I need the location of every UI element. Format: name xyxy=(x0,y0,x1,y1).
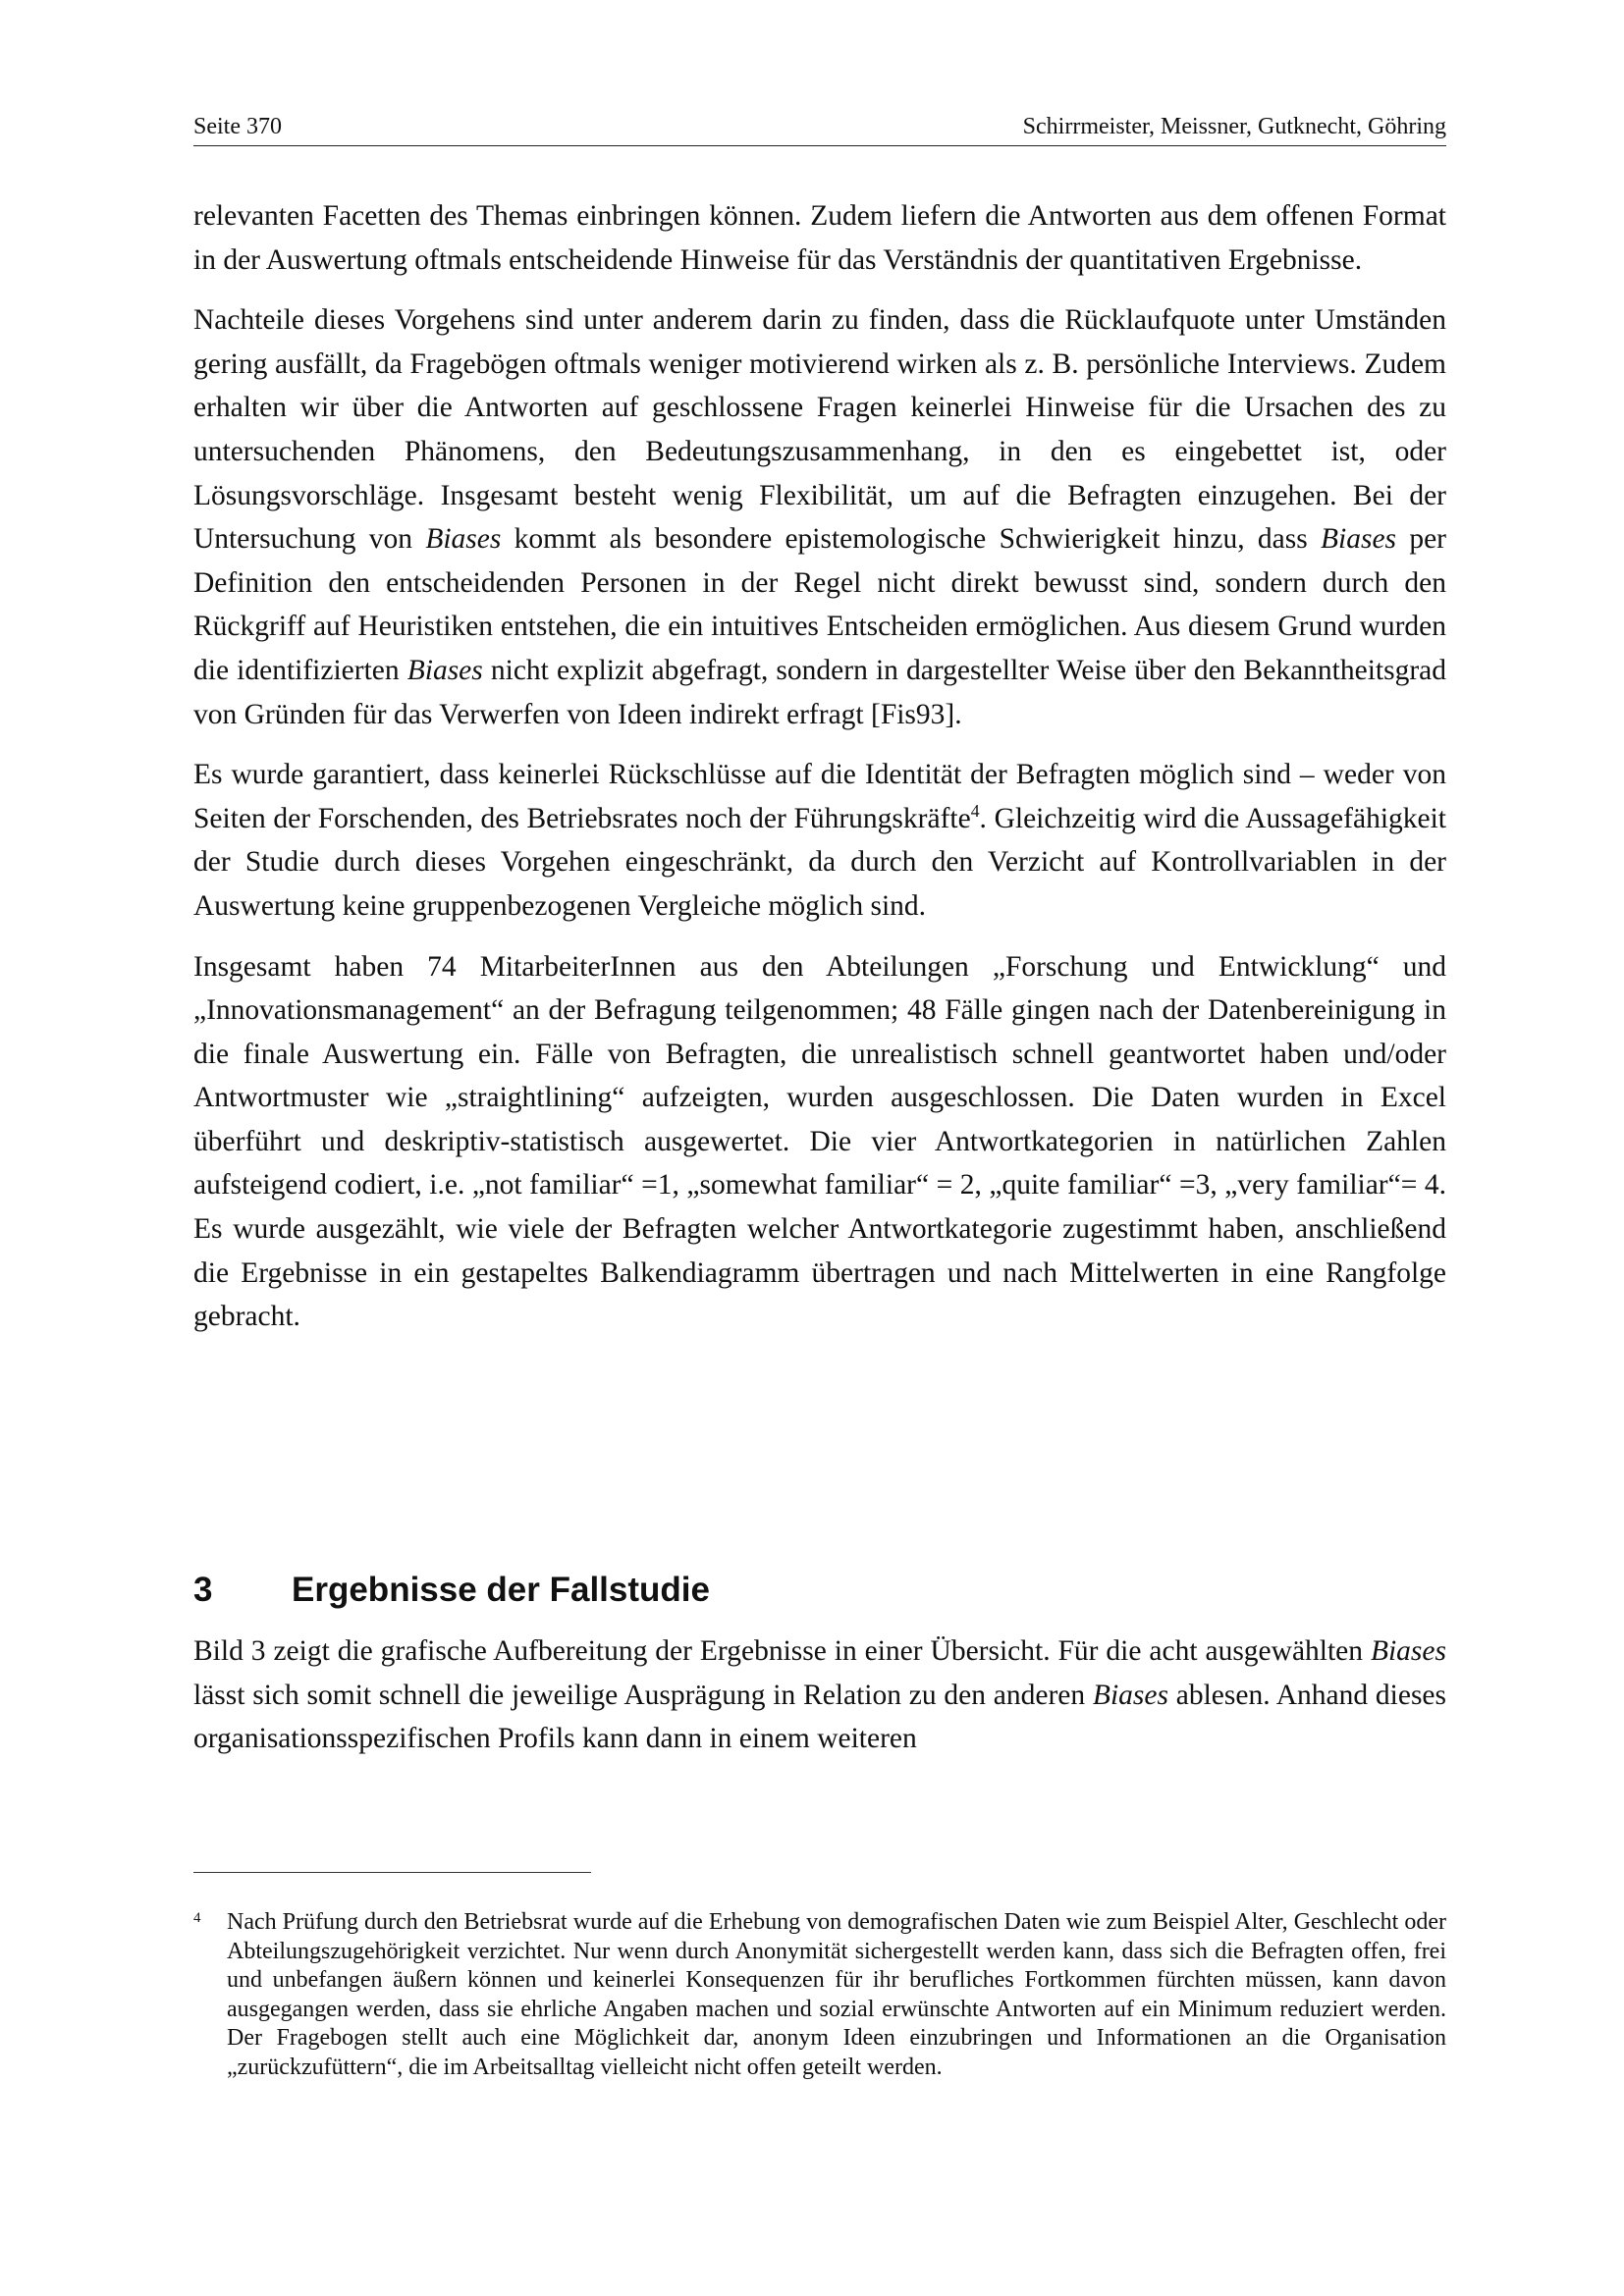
italic-term: Biases xyxy=(406,654,483,686)
italic-term: Biases xyxy=(1370,1635,1446,1667)
paragraph-1: relevanten Facetten des Themas einbringen können. Zudem liefern die Antworten aus dem offenen Format in der Auswertung oftmals entscheidende Hinweise für das Verständnis der quantitativen Ergebnisse. xyxy=(193,200,1446,276)
section-text xyxy=(193,1629,1446,1761)
body-text xyxy=(193,194,1446,1356)
header-authors: Schirrmeister, Meissner, Gutknecht, Göhring xyxy=(1022,114,1446,139)
text-run: . Gleichzeitig wird die Aussagefähigkeit der Studie durch dieses Vorgehen eingeschränkt, da durch den Verzicht auf Kontrollvariablen in der Auswertung keine gruppenbezogenen Vergleiche möglich sind. xyxy=(193,802,1446,922)
italic-term: Biases xyxy=(1321,523,1397,556)
paragraph-3 xyxy=(193,753,1446,928)
running-header xyxy=(193,112,1446,146)
text-run: kommt als besondere epistemologische Schwierigkeit hinzu, dass xyxy=(501,523,1322,556)
footnote-text: Nach Prüfung durch den Betriebsrat wurde auf die Erhebung von demografischen Daten wie zum Beispiel Alter, Geschlecht oder Abteilungszugehörigkeit verzichtet. Nur wenn durch Anonymität sichergestellt werden kann, dass sich die Befragten offen, frei und unbefangen äußern können und keinerlei Konsequenzen für ihr berufliches Fortkommen fürchten müssen, kann davon ausgegangen werden, dass sie ehrliche Angaben machen und sozial erwünschte Antworten auf ein Minimum reduziert werden. Der Fragebogen stellt auch eine Möglichkeit dar, anonym Ideen einzubringen und Informationen an die Organisation „zurückzufüttern“, die im Arbeitsalltag vielleicht nicht offen geteilt werden. xyxy=(227,1909,1446,2080)
paragraph-4: Insgesamt haben 74 MitarbeiterInnen aus den Abteilungen „Forschung und Entwicklung“ und „Innovationsmanagement“ an der Befragung teilgenommen; 48 Fälle gingen nach der Datenbereinigung in die finale Auswertung ein. Fälle von Befragten, die unrealistisch schnell geantwortet haben und/oder Antwortmuster wie „straightlining“ aufzeigten, wurden ausgeschlossen. Die Daten wurden in Excel überführt und deskriptiv-statistisch ausgewertet. Die vier Antwortkategorien in natürlichen Zahlen aufsteigend codiert, i.e. „not familiar“ =1, „somewhat familiar“ = 2, „quite familiar“ =3, „very familiar“= 4. Es wurde ausgezählt, wie viele der Befragten welcher Antwortkategorie zugestimmt haben, anschließend die Ergebnisse in ein gestapeltes Balkendiagramm übertragen und nach Mittelwerten in eine Rangfolge gebracht. xyxy=(193,950,1446,1333)
text-run: Nachteile dieses Vorgehens sind unter anderem darin zu finden, dass die Rücklaufquote unter Umständen gering ausfällt, da Fragebögen oftmals weniger motivierend wirken als z. B. persönliche Interviews. Zudem erhalten wir über die Antworten auf geschlossene Fragen keinerlei Hinweise für die Ursachen des zu untersuchenden Phänomens, den Bedeutungszusammenhang, in den es eingebettet ist, oder Lösungsvorschläge. Insgesamt besteht wenig Flexibilität, um auf die Befragten einzugehen. Bei der Untersuchung von xyxy=(193,304,1446,556)
paragraph-2 xyxy=(193,298,1446,736)
page-number: Seite 370 xyxy=(193,114,282,139)
italic-term: Biases xyxy=(425,523,502,556)
section-heading xyxy=(193,1569,1446,1612)
footnote-divider xyxy=(193,1872,591,1873)
section-title: Ergebnisse der Fallstudie xyxy=(292,1571,710,1609)
footnote-mark: 4 xyxy=(193,1910,201,1926)
text-run: per Definition den entscheidenden Personen in der Regel nicht direkt bewusst sind, sondern durch den Rückgriff auf Heuristiken entstehen, die ein intuitives Entscheiden ermöglichen. Aus diesem Grund wurden die identifizierten xyxy=(193,523,1447,686)
text-run: lässt sich somit schnell die jeweilige Ausprägung in Relation zu den anderen xyxy=(193,1679,1093,1711)
italic-term: Biases xyxy=(1092,1679,1168,1711)
text-run: nicht explizit abgefragt, sondern in dargestellter Weise über den Bekanntheitsgrad von Gründen für das Verwerfen von Ideen indirekt erfragt [Fis93]. xyxy=(193,654,1446,730)
footnote xyxy=(193,1908,1446,2082)
section-number: 3 xyxy=(193,1571,213,1609)
section-paragraph xyxy=(193,1629,1446,1761)
text-run: ablesen. Anhand dieses organisationsspezifischen Profils kann dann in einem weiteren xyxy=(193,1679,1446,1755)
text-run: Es wurde garantiert, dass keinerlei Rückschlüsse auf die Identität der Befragten möglich sind – weder von Seiten der Forschenden, des Betriebsrates noch der Führungskräfte xyxy=(193,759,1446,834)
text-run: Bild 3 zeigt die grafische Aufbereitung der Ergebnisse in einer Übersicht. Für die acht ausgewählten xyxy=(193,1635,1371,1667)
footnote-reference[interactable]: 4 xyxy=(970,800,980,821)
